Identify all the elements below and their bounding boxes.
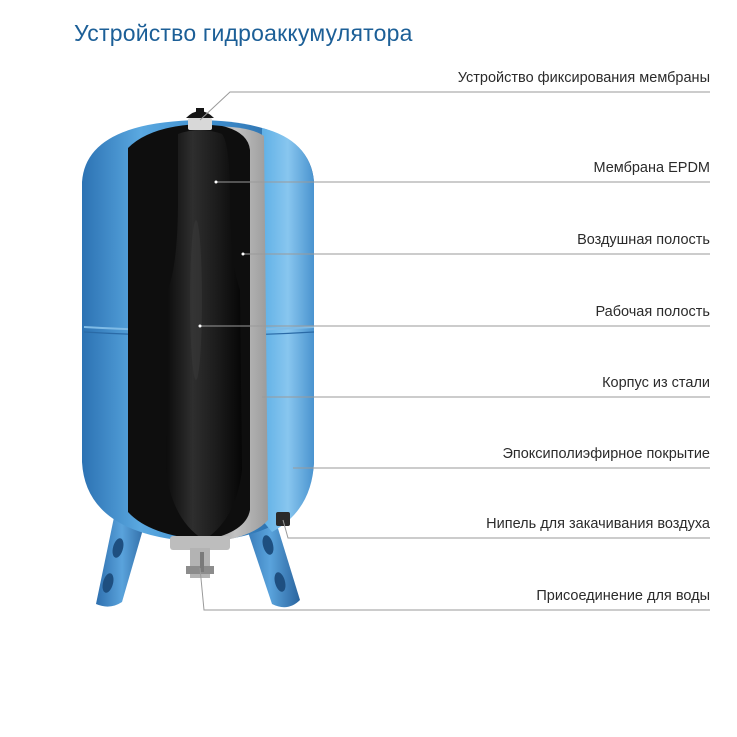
label-epoxy-coating: Эпоксиполиэфирное покрытие [502,446,710,462]
label-water-connection: Присоединение для воды [536,588,710,604]
label-steel-body: Корпус из стали [602,375,710,391]
label-air-nipple: Нипель для закачивания воздуха [486,516,710,532]
label-air-cavity: Воздушная полость [577,232,710,248]
air-nipple-valve [276,512,290,526]
label-membrane-epdm: Мембрана EPDM [593,160,710,176]
page-title: Устройство гидроаккумулятора [74,20,413,46]
label-working-cavity: Рабочая полость [595,304,710,320]
label-membrane-fixing: Устройство фиксирования мембраны [457,70,710,86]
